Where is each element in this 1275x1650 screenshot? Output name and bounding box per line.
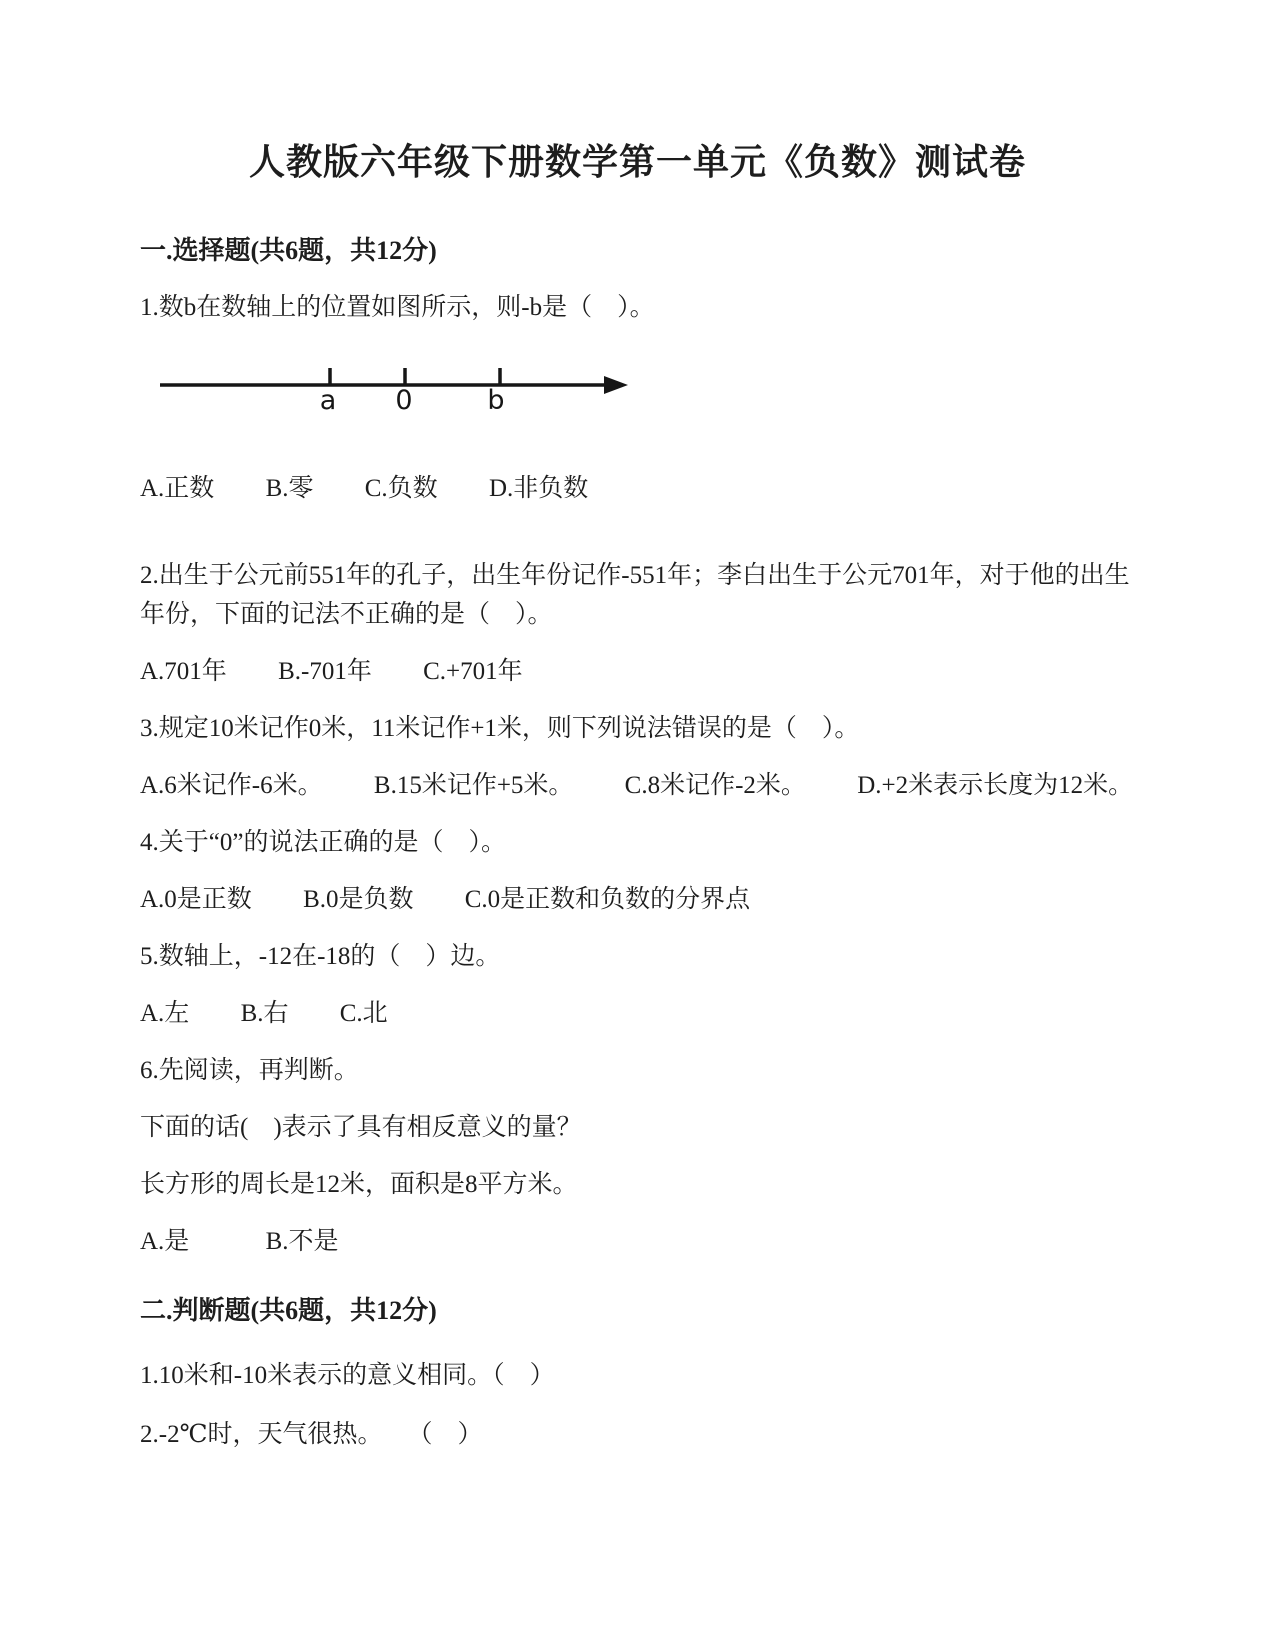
number-line-svg bbox=[140, 341, 640, 413]
question-6-subline-2: 长方形的周长是12米，面积是8平方米。 bbox=[140, 1171, 578, 1198]
question-4-text: 4.关于“0”的说法正确的是（ ）。 bbox=[140, 829, 506, 856]
question-4-options bbox=[140, 880, 1135, 919]
axis-label-zero: 0 bbox=[395, 385, 413, 413]
option-label: C.0是正数和负数的分界点 bbox=[464, 886, 751, 913]
judge-question-2-text: 2.-2℃时，天气很热。 （ ） bbox=[140, 1421, 483, 1448]
judge-question-1-text: 1.10米和-10米表示的意义相同。（ ） bbox=[140, 1362, 555, 1389]
option-label: C.北 bbox=[339, 1000, 388, 1027]
question-5-options bbox=[140, 994, 1135, 1033]
question-3-text: 3.规定10米记作0米，11米记作+1米，则下列说法错误的是（ ）。 bbox=[140, 715, 860, 742]
axis-label-a: a bbox=[319, 385, 337, 413]
question-5-text: 5.数轴上，-12在-18的（ ）边。 bbox=[140, 943, 501, 970]
section-1-heading: 一.选择题(共6题，共12分) bbox=[140, 236, 437, 265]
question-2-options bbox=[140, 652, 1135, 691]
question-6-subline-1: 下面的话( )表示了具有相反意义的量？ bbox=[140, 1114, 582, 1141]
question-2-text: 2.出生于公元前551年的孔子，出生年份记作-551年；李白出生于公元701年，对于他的出生年份，下面的记法不正确的是（ ）。 bbox=[140, 562, 1130, 628]
section-2-heading: 二.判断题(共6题，共12分) bbox=[140, 1296, 437, 1325]
option-label: C.8米记作-2米。 bbox=[624, 772, 806, 799]
option-label: B.15米记作+5米。 bbox=[373, 772, 574, 799]
option-label: A.6米记作-6米。 bbox=[140, 772, 323, 799]
option-label: A.左 bbox=[140, 1000, 190, 1027]
question-6-options bbox=[140, 1222, 1135, 1261]
page-title: 人教版六年级下册数学第一单元《负数》测试卷 bbox=[248, 142, 1026, 182]
option-label: B.右 bbox=[240, 1000, 289, 1027]
option-label: A.0是正数 bbox=[140, 886, 252, 913]
question-6-text: 6.先阅读，再判断。 bbox=[140, 1057, 359, 1084]
option-label: B.零 bbox=[265, 475, 314, 502]
option-label: A.是 bbox=[140, 1228, 190, 1255]
question-1-text: 1.数b在数轴上的位置如图所示，则-b是（ ）。 bbox=[140, 294, 655, 321]
question-3-options bbox=[140, 766, 1135, 805]
number-line-figure bbox=[140, 341, 1135, 413]
option-label: D.非负数 bbox=[488, 475, 589, 502]
option-label: C.+701年 bbox=[423, 658, 523, 685]
axis-arrowhead bbox=[604, 376, 628, 394]
question-1-options bbox=[140, 469, 1135, 508]
axis-label-b: b bbox=[487, 385, 505, 413]
option-label: A.正数 bbox=[140, 475, 215, 502]
option-label: B.-701年 bbox=[278, 658, 372, 685]
option-label: A.701年 bbox=[140, 658, 227, 685]
option-label: B.不是 bbox=[265, 1228, 339, 1255]
option-label: D.+2米表示长度为12米。 bbox=[857, 772, 1134, 799]
option-label: B.0是负数 bbox=[303, 886, 414, 913]
option-label: C.负数 bbox=[364, 475, 438, 502]
